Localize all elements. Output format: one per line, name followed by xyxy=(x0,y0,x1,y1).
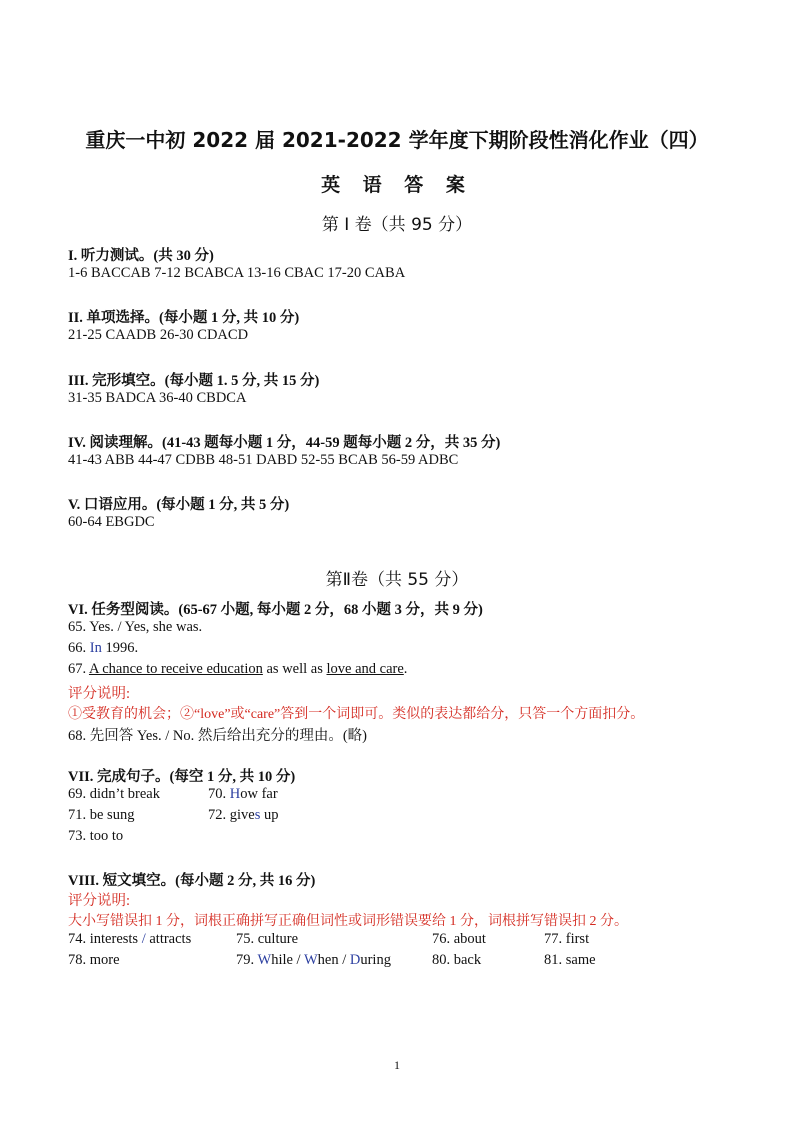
answer-78: 78. more xyxy=(68,952,120,968)
section-8-note-text: 大小写错误扣 1 分，词根正确拼写正确但词性或词形错误要给 1 分，词根拼写错误扣 2 分。 xyxy=(68,914,628,929)
section-7-heading: VII. 完成句子。(每空 1 分, 共 10 分) xyxy=(68,769,296,785)
section-1-heading: I. 听力测试。(共 30 分) xyxy=(68,248,214,264)
answer-77: 77. first xyxy=(544,931,590,947)
answer-73: 73. too to xyxy=(68,828,124,844)
section-6-heading: VI. 任务型阅读。(65-67 小题, 每小题 2 分，68 小题 3 分，共 9 分) xyxy=(68,602,483,618)
answer-80: 80. back xyxy=(432,952,482,968)
section-3-answers: 31-35 BADCA 36-40 CBDCA xyxy=(68,390,247,406)
section-8-note-label: 评分说明: xyxy=(68,893,131,909)
answer-79: 79. While / When / During xyxy=(236,952,391,968)
section-1-answers: 1-6 BACCAB 7-12 BCABCA 13-16 CBAC 17-20 CABA xyxy=(68,265,406,281)
section-4-heading: IV. 阅读理解。(41-43 题每小题 1 分，44-59 题每小题 2 分，共 35 分) xyxy=(68,435,501,451)
answer-75: 75. culture xyxy=(236,931,299,947)
answer-65: 65. Yes. / Yes, she was. xyxy=(68,619,203,635)
document-subtitle: 英 语 答 案 xyxy=(321,174,473,196)
part-2-heading: 第Ⅱ卷（共 55 分） xyxy=(325,570,469,590)
section-8-heading: VIII. 短文填空。(每小题 2 分, 共 16 分) xyxy=(68,873,316,889)
section-2-heading: II. 单项选择。(每小题 1 分, 共 10 分) xyxy=(68,310,300,326)
section-5-heading: V. 口语应用。(每小题 1 分, 共 5 分) xyxy=(68,497,290,513)
answer-81: 81. same xyxy=(544,952,596,968)
answer-66: 66. In 1996. xyxy=(68,640,139,656)
answer-72: 72. gives up xyxy=(208,807,279,823)
answer-67: 67. A chance to receive education as well as love and care. xyxy=(68,661,408,677)
section-4-answers: 41-43 ABB 44-47 CDBB 48-51 DABD 52-55 BCAB 56-59 ADBC xyxy=(68,452,459,468)
section-5-answers: 60-64 EBGDC xyxy=(68,514,155,530)
part-1-heading: 第 I 卷（共 95 分） xyxy=(321,215,473,235)
section-6-note-label: 评分说明: xyxy=(68,686,131,702)
answer-69: 69. didn’t break xyxy=(68,786,160,802)
answer-74: 74. interests / attracts xyxy=(68,931,192,947)
section-6-note-text: ①受教育的机会；②“love”或“care”答到一个词即可。类似的表达都给分，只答一个方面扣分。 xyxy=(68,707,645,722)
answer-68: 68. 先回答 Yes. / No. 然后给出充分的理由。(略) xyxy=(68,728,368,744)
answer-71: 71. be sung xyxy=(68,807,135,823)
answer-70: 70. How far xyxy=(208,786,278,802)
section-3-heading: III. 完形填空。(每小题 1. 5 分, 共 15 分) xyxy=(68,373,320,389)
section-2-answers: 21-25 CAADB 26-30 CDACD xyxy=(68,327,249,343)
page-number: 1 xyxy=(394,1058,400,1072)
document-title: 重庆一中初 2022 届 2021-2022 学年度下期阶段性消化作业（四） xyxy=(85,128,709,152)
answer-76: 76. about xyxy=(432,931,486,947)
